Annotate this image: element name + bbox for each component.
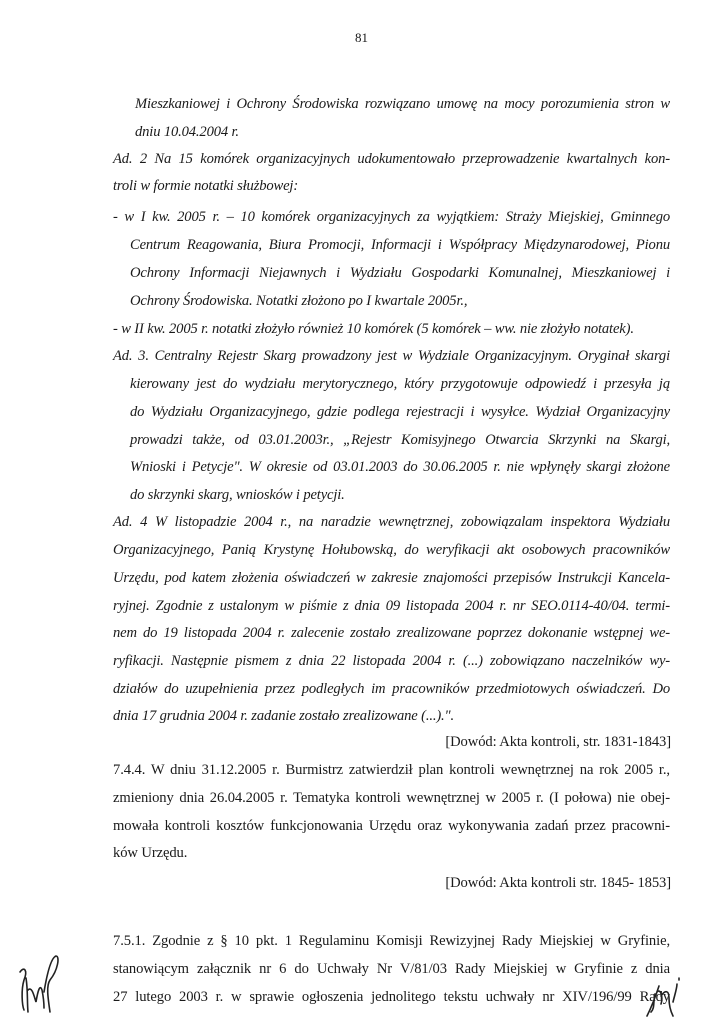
text-line: Ochrony Informacji Niejawnych i Wydziału Gospodarki Komunalnej, Mieszkaniowej i (130, 265, 670, 281)
evidence-reference: [Dowód: Akta kontroli str. 1845- 1853] (445, 875, 671, 891)
text-line: do skrzynki skarg, wniosków i petycji. (130, 487, 345, 503)
text-line: troli w formie notatki służbowej: (113, 178, 299, 194)
text-line: ków Urzędu. (113, 845, 188, 861)
text-line: ryfikacji. Następnie pismem z dnia 22 listopada 2004 r. (...) zobowiązano naczelników wy- (113, 653, 670, 669)
text-line: Urzędu, pod katem złożenia oświadczeń w zakresie znajomości przepisów Instrukcji Kancela- (113, 570, 670, 586)
text-line: do Wydziału Organizacyjnego, gdzie podlega rejestracji i wysyłce. Wydział Organizacyjny (130, 404, 670, 420)
text-line: ryjnej. Zgodnie z ustalonym w piśmie z dnia 09 listopada 2004 r. nr SEO.0114-40/04. termi- (113, 598, 670, 614)
text-line: mowała kontroli kosztów funkcjonowania Urzędu oraz wykonywania zadań przez pracowni- (113, 818, 670, 834)
text-line: Mieszkaniowej i Ochrony Środowiska rozwiązano umowę na mocy porozumienia stron w (135, 96, 670, 112)
text-line: Wnioski i Petycje". W okresie od 03.01.2003 do 30.06.2005 r. nie wpłynęły skargi złożone (130, 459, 670, 475)
text-line: nem do 19 listopada 2004 r. zalecenie zostało zrealizowane poprzez dokonanie wstępnej we- (113, 625, 670, 641)
text-line: Ochrony Środowiska. Notatki złożono po I kwartale 2005r., (130, 293, 468, 309)
text-line: 7.5.1. Zgodnie z § 10 pkt. 1 Regulaminu Komisji Rewizyjnej Rady Miejskiej w Gryfinie, (113, 933, 670, 949)
list-item: - w II kw. 2005 r. notatki złożyło również 10 komórek (5 komórek – ww. nie złożyło notatek). (113, 321, 634, 337)
text-line: Ad. 3. Centralny Rejestr Skarg prowadzony jest w Wydziale Organizacyjnym. Oryginał skargi (113, 348, 670, 364)
text-line: działów do uzupełnienia przez podległych im pracowników przedmiotowych oświadczeń. Do (113, 681, 670, 697)
page-number: 81 (355, 30, 368, 45)
list-item: - w I kw. 2005 r. – 10 komórek organizacyjnych za wyjątkiem: Straży Miejskiej, Gminnego (113, 209, 670, 225)
text-line: prowadzi także, od 03.01.2003r., „Rejestr Komisyjnego Otwarcia Skrzynki na Skargi, (130, 432, 670, 448)
text-line: zmieniony dnia 26.04.2005 r. Tematyka kontroli wewnętrznej w 2005 r. (I połowa) nie obej- (113, 790, 670, 806)
text-line: Ad. 2 Na 15 komórek organizacyjnych udokumentowało przeprowadzenie kwartalnych kon- (113, 151, 670, 167)
text-line: dnia 17 grudnia 2004 r. zadanie zostało zrealizowane (...).". (113, 708, 455, 724)
text-line: Organizacyjnego, Panią Krystynę Hołubowską, do weryfikacji akt osobowych pracowników (113, 542, 670, 558)
text-line: 7.4.4. W dniu 31.12.2005 r. Burmistrz zatwierdził plan kontroli wewnętrznej na rok 2005 r., (113, 762, 670, 778)
evidence-reference: [Dowód: Akta kontroli, str. 1831-1843] (445, 734, 671, 750)
left-signature-icon (14, 950, 64, 1020)
text-line: Centrum Reagowania, Biura Promocji, Informacji i Współpracy Międzynarodowej, Pionu (130, 237, 670, 253)
text-line: kierowany jest do wydziału merytorycznego, który przygotowuje odpowiedź i przesyła ją (130, 376, 670, 392)
text-line: 27 lutego 2003 r. w sprawie ogłoszenia jednolitego tekstu uchwały nr XIV/196/99 Rady (113, 989, 670, 1005)
right-signature-icon (643, 972, 685, 1022)
text-line: Ad. 4 W listopadzie 2004 r., na naradzie wewnętrznej, zobowiązalam inspektora Wydziału (113, 514, 670, 530)
text-line: dniu 10.04.2004 r. (135, 124, 239, 140)
text-line: stanowiącym załącznik nr 6 do Uchwały Nr V/81/03 Rady Miejskiej w Gryfinie z dnia (113, 961, 670, 977)
